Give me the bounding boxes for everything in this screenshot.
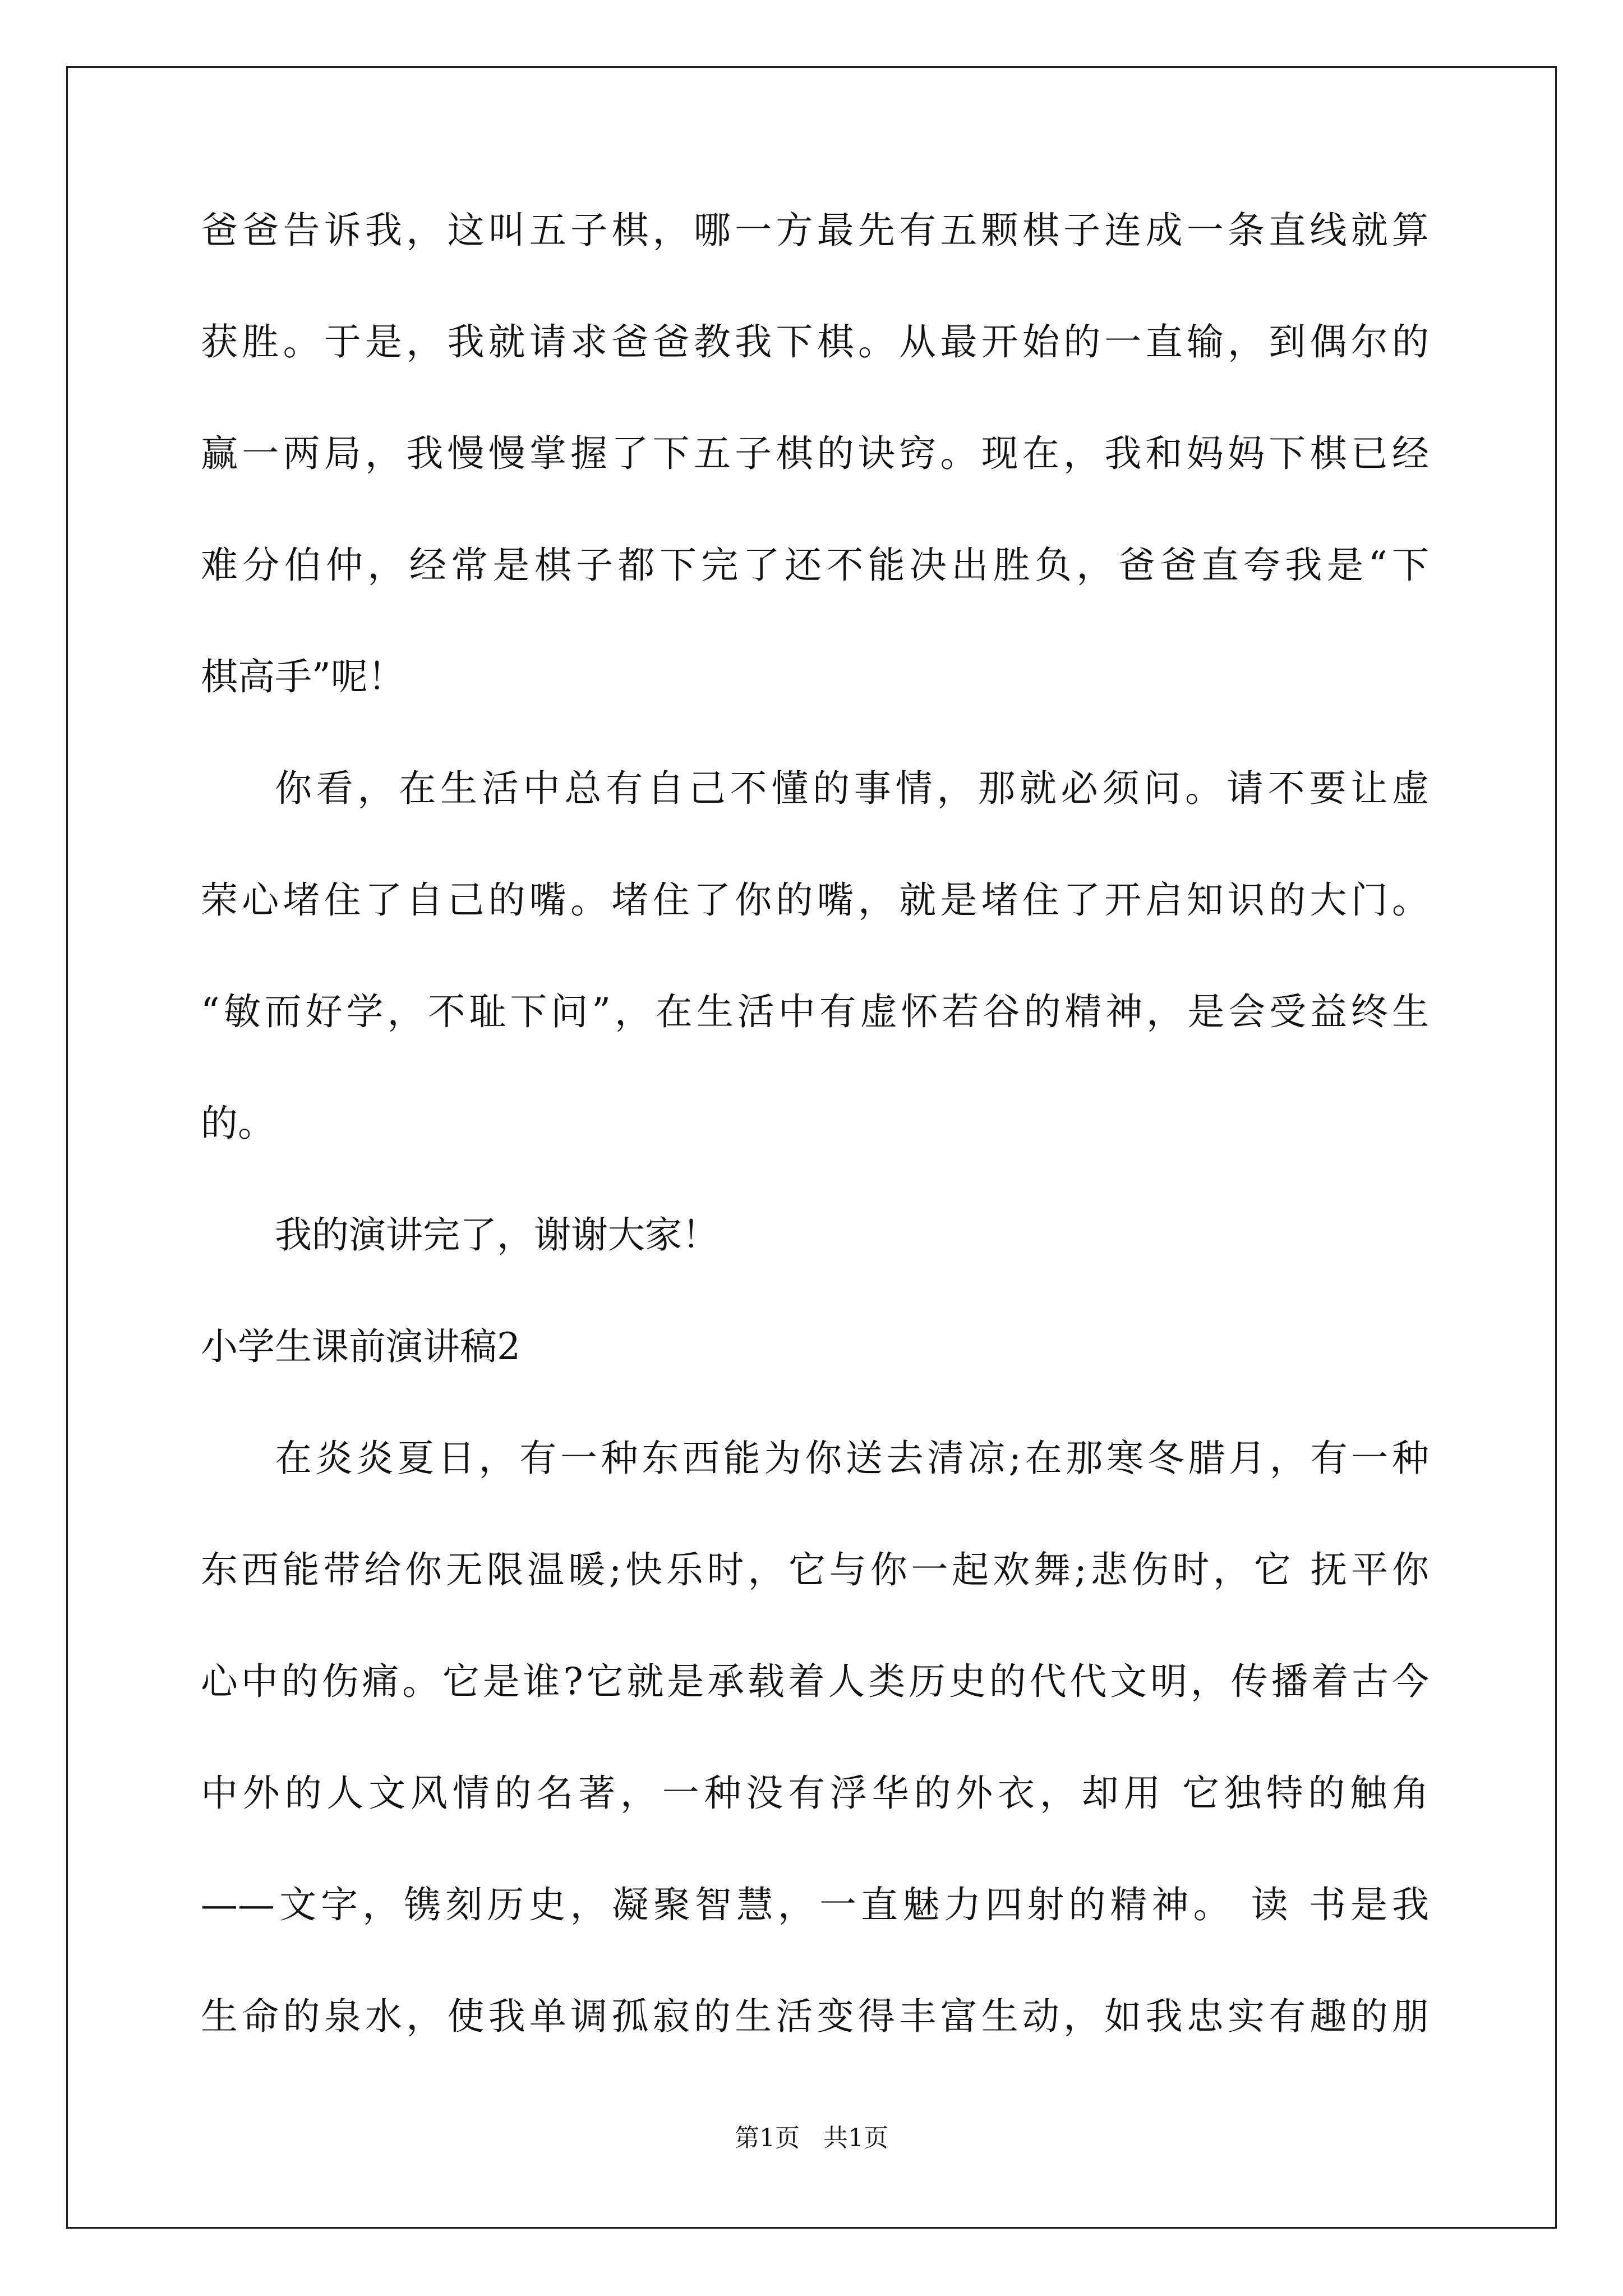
document-body — [201, 209, 1429, 2110]
text-line: 心中的伤痛。它是谁?它就是承载着人类历史的代代文明，传播着古今 — [201, 1660, 1429, 1703]
text-line: “敏而好学，不耻下问”，在生活中有虚怀若谷的精神，是会受益终生 — [201, 990, 1429, 1033]
text-line: 你看，在生活中总有自己不懂的事情，那就必须问。请不要让虚 — [275, 767, 1429, 810]
text-line: 棋高手”呢！ — [201, 655, 405, 698]
text-line: 获胜。于是，我就请求爸爸教我下棋。从最开始的一直输，到偶尔的 — [201, 320, 1429, 364]
text-line: 东西能带给你无限温暖;快乐时，它与你一起欢舞;悲伤时，它 抚平你 — [201, 1548, 1429, 1591]
text-line: 的。 — [201, 1102, 275, 1145]
text-line: 在炎炎夏日，有一种东西能为你送去清凉;在那寒冬腊月，有一种 — [275, 1437, 1429, 1480]
text-line: 赢一两局，我慢慢掌握了下五子棋的诀窍。现在，我和妈妈下棋已经 — [201, 432, 1429, 475]
section-heading: 小学生课前演讲稿2 — [201, 1325, 520, 1368]
text-line: 中外的人文风情的名著，一种没有浮华的外衣，却用 它独特的触角 — [201, 1772, 1429, 1815]
text-line: 生命的泉水，使我单调孤寂的生活变得丰富生动，如我忠实有趣的朋 — [201, 1995, 1429, 2038]
text-line: 爸爸告诉我，这叫五子棋，哪一方最先有五颗棋子连成一条直线就算 — [201, 209, 1429, 252]
text-line: 难分伯仲，经常是棋子都下完了还不能决出胜负，爸爸直夸我是“下 — [201, 544, 1429, 587]
text-line: 我的演讲完了，谢谢大家！ — [275, 1213, 719, 1257]
text-line: ——文字，镌刻历史，凝聚智慧，一直魅力四射的精神。 读 书是我 — [201, 1883, 1429, 1926]
text-line: 荣心堵住了自己的嘴。堵住了你的嘴，就是堵住了开启知识的大门。 — [201, 878, 1429, 922]
page-footer: 第1页 共1页 — [735, 2124, 888, 2152]
